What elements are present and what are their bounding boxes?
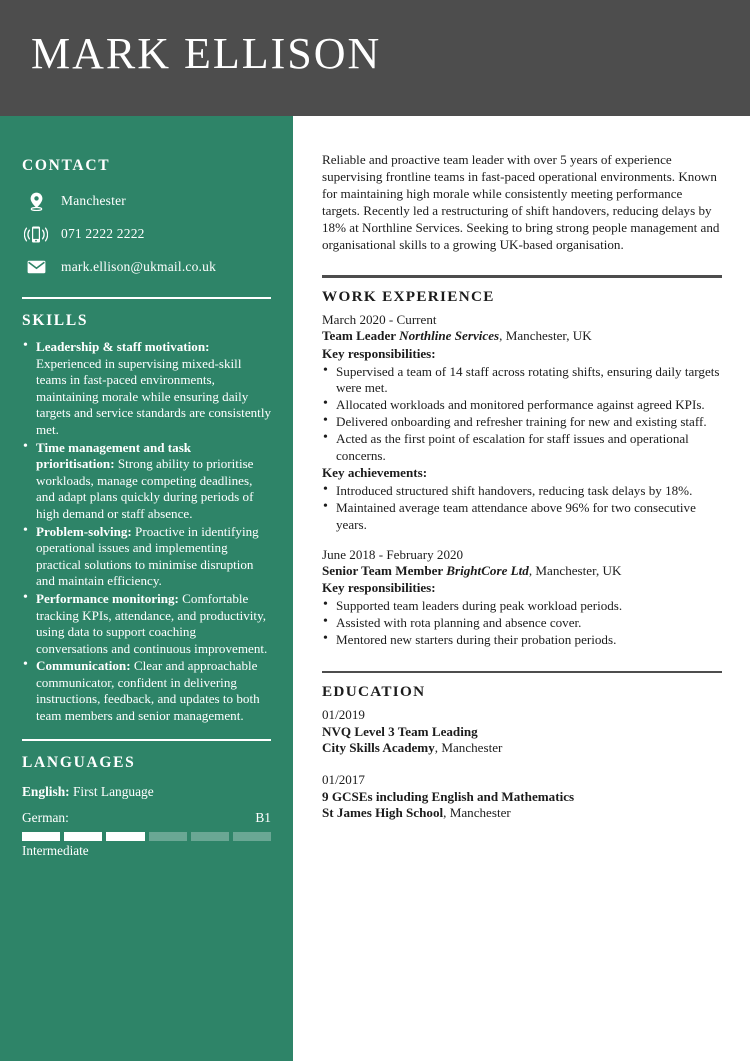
job-role: Team Leader bbox=[322, 328, 400, 344]
job-title-line bbox=[322, 563, 722, 579]
education-school-location: , Manchester bbox=[443, 805, 511, 821]
contact-item-location bbox=[22, 186, 271, 216]
skill-term: Performance monitoring: bbox=[36, 590, 179, 606]
job-location: , Manchester, UK bbox=[528, 563, 622, 579]
responsibilities-list bbox=[322, 598, 722, 648]
email-icon bbox=[22, 260, 50, 274]
contact-item-email bbox=[22, 252, 271, 282]
skill-description: Experienced in supervising mixed-skill teams in fast-paced environments, maintaining morale while ensuring daily targets and service standards are consistently met. bbox=[36, 355, 272, 437]
language-name: English: bbox=[22, 783, 70, 799]
job-role: Senior Team Member bbox=[322, 563, 447, 579]
proficiency-segment bbox=[233, 832, 271, 841]
skill-description: Clear and approachable communicator, confident in delivering instructions, feedback, and updates to both team members and senior management. bbox=[36, 658, 260, 724]
list-item: • Mentored new starters during their probation periods. bbox=[322, 632, 722, 649]
education-date: 01/2017 bbox=[322, 771, 365, 787]
divider-contact bbox=[22, 297, 271, 299]
proficiency-segment bbox=[22, 832, 60, 841]
achievements-label: Key achievements: bbox=[322, 465, 428, 481]
contact-location-value: Manchester bbox=[61, 193, 126, 208]
contact-section-title: CONTACT bbox=[22, 157, 111, 174]
skill-description: Strong ability to prioritise workloads, manage competing deadlines, and adapt plans quickly during periods of high demand or staff absence. bbox=[36, 456, 254, 521]
list-item: • Introduced structured shift handovers, reducing task delays by 18%. bbox=[322, 483, 722, 500]
list-item bbox=[22, 440, 271, 523]
job-company: Northline Services bbox=[399, 328, 500, 344]
education-entry bbox=[322, 707, 722, 757]
achievements-list bbox=[322, 483, 722, 533]
proficiency-segment bbox=[64, 832, 102, 841]
education-section bbox=[322, 671, 722, 822]
divider-education bbox=[322, 671, 722, 674]
proficiency-segment bbox=[191, 832, 229, 841]
contact-list bbox=[22, 186, 271, 282]
list-item: • Supervised a team of 14 staff across rotating shifts, ensuring daily targets were met. bbox=[322, 364, 722, 398]
education-school-line bbox=[322, 805, 722, 822]
list-item: • Acted as the first point of escalation for staff issues and operational concerns. bbox=[322, 431, 722, 465]
list-item bbox=[22, 524, 271, 590]
contact-item-phone bbox=[22, 219, 271, 249]
skill-description: Proactive in identifying operational issues and implementing practical solutions to minimise disruption and maintain efficiency. bbox=[36, 523, 259, 589]
main-content bbox=[322, 116, 722, 1061]
skill-term: Problem-solving: bbox=[36, 523, 132, 539]
job-location: , Manchester, UK bbox=[499, 328, 592, 344]
language-proficiency-bar bbox=[22, 832, 271, 841]
language-english bbox=[22, 782, 271, 802]
contact-phone-value: 071 2222 2222 bbox=[61, 226, 145, 241]
job-entry bbox=[322, 547, 722, 649]
list-item bbox=[22, 658, 271, 724]
responsibilities-label: Key responsibilities: bbox=[322, 345, 436, 361]
language-name: German: bbox=[22, 809, 69, 825]
skill-term: Time management and task prioritisation: bbox=[36, 439, 192, 472]
list-item bbox=[22, 339, 271, 439]
skills-section-title: SKILLS bbox=[22, 312, 89, 329]
list-item: • Allocated workloads and monitored performance against agreed KPIs. bbox=[322, 397, 722, 414]
work-experience-section bbox=[322, 275, 722, 648]
language-level-code: B1 bbox=[255, 809, 271, 825]
proficiency-segment bbox=[106, 832, 144, 841]
header-band bbox=[0, 0, 750, 116]
education-school-location: , Manchester bbox=[434, 740, 503, 756]
page-title: MARK ELLISON bbox=[31, 29, 382, 78]
responsibilities-list bbox=[322, 364, 722, 465]
skills-section bbox=[22, 312, 271, 725]
skill-description: Comfortable tracking KPIs, attendance, and productivity, using data to support coaching conversations and continuous improvement. bbox=[36, 590, 268, 656]
profile-summary: Reliable and proactive team leader with over 5 years of experience supervising frontline teams in fast-paced operational environments. Known for maintaining high morale while consistently meeting performance targets. Recently led a restructuring of shift handovers, reducing delays by 18% at Northline Services. Seeking to bring strong people management and organisational skills to a growing UK-based organisation. bbox=[322, 152, 720, 252]
language-german bbox=[22, 808, 271, 828]
education-school: City Skills Academy bbox=[322, 740, 435, 756]
skill-term: Communication: bbox=[36, 658, 131, 674]
languages-section-title: LANGUAGES bbox=[22, 753, 136, 771]
job-title-line bbox=[322, 328, 722, 344]
list-item: • Delivered onboarding and refresher training for new and existing staff. bbox=[322, 414, 722, 431]
divider-work-experience bbox=[322, 275, 722, 278]
divider-skills bbox=[22, 739, 271, 741]
job-dates: March 2020 - Current bbox=[322, 312, 437, 328]
education-entry bbox=[322, 772, 722, 822]
sidebar bbox=[0, 116, 293, 1061]
contact-section bbox=[22, 157, 271, 282]
job-entry bbox=[322, 312, 722, 534]
skills-list bbox=[22, 339, 271, 725]
job-dates: June 2018 - February 2020 bbox=[322, 546, 464, 562]
responsibilities-label: Key responsibilities: bbox=[322, 580, 436, 596]
list-item: • Supported team leaders during peak workload periods. bbox=[322, 598, 722, 615]
list-item: • Assisted with rota planning and absence cover. bbox=[322, 615, 722, 632]
proficiency-segment bbox=[149, 832, 187, 841]
phone-icon bbox=[22, 225, 50, 244]
education-school-line bbox=[322, 740, 722, 757]
language-level: First Language bbox=[69, 783, 154, 799]
work-experience-title: WORK EXPERIENCE bbox=[322, 288, 495, 306]
job-company: BrightCore Ltd bbox=[446, 563, 529, 579]
education-degree: 9 GCSEs including English and Mathematics bbox=[322, 788, 575, 804]
education-degree: NVQ Level 3 Team Leading bbox=[322, 723, 478, 739]
education-title: EDUCATION bbox=[322, 683, 426, 701]
skill-term: Leadership & staff motivation: bbox=[36, 339, 210, 354]
location-pin-icon bbox=[22, 192, 50, 211]
contact-email-value: mark.ellison@ukmail.co.uk bbox=[61, 259, 217, 274]
list-item bbox=[22, 591, 271, 657]
education-school: St James High School bbox=[322, 805, 444, 821]
languages-section bbox=[22, 754, 271, 859]
education-date: 01/2019 bbox=[322, 707, 365, 723]
list-item: • Maintained average team attendance above 96% for two consecutive years. bbox=[322, 500, 722, 534]
language-level-caption: Intermediate bbox=[22, 842, 89, 858]
